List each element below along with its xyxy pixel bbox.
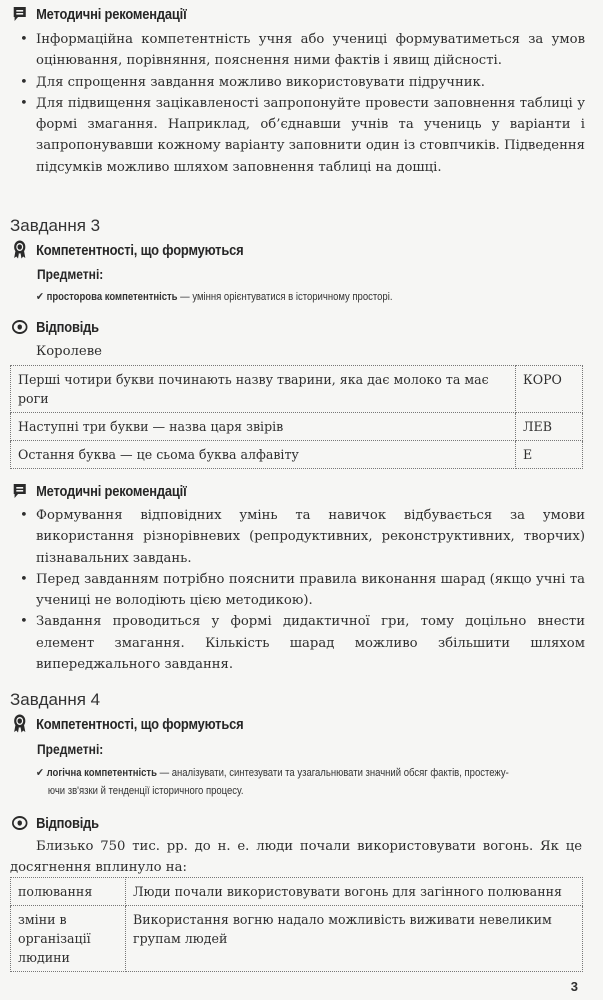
recommendations-list-1: [20, 29, 585, 178]
speech-bubble-icon: [12, 5, 27, 23]
eye-icon: [12, 814, 27, 832]
table-cell: Перші чотири букви починають назву тварини, яка дає молоко та має роги: [11, 366, 516, 413]
list-item: • Інформаційна компетентність учня або учениці формуватиметься за умов оцінювання, порівняння, пояснення ними фактів і явищ дійсності.: [20, 29, 585, 72]
answer-intro: Близько 750 тис. рр. до н. е. люди почали використовувати вогонь. Як це досягнення вплинуло на:: [10, 839, 582, 875]
recommendations-heading-1: Методичні рекомендації: [12, 5, 187, 23]
task-3-title: Завдання 3: [10, 216, 101, 235]
charade-table: [10, 365, 583, 469]
table-cell: Використання вогню надало можливість виживати невеликим групам людей: [126, 906, 583, 972]
award-ribbon-icon: [12, 715, 27, 733]
table-row: [11, 413, 583, 441]
competency-item-3: ✔ просторова компетентність — уміння орієнтуватися в історичному просторі.: [36, 291, 393, 303]
competency-item-4: ✔ логічна компетентність — аналізувати, синтезувати та узагальнювати значний обсяг фактів, простежу- ючи зв'язки й тенденції історичного процесу.: [36, 767, 509, 797]
task-4-title: Завдання 4: [10, 690, 101, 709]
recommendations-heading-3: Методичні рекомендації: [12, 482, 187, 500]
list-item: • Для підвищення зацікавленості запропонуйте провести заповнення таблиці у формі змагання. Наприклад, об’єднавши учнів та учениць у варіанти і запропонувавши кожному варіанту заповнити один із стовпчиків. Підведення підсумків можливо шляхом заповнення таблиці на дошці.: [20, 93, 585, 178]
answer-word: Королеве: [36, 344, 102, 359]
table-cell: ЛЕВ: [516, 413, 583, 441]
table-cell: Люди почали використовувати вогонь для загінного полювання: [126, 878, 583, 906]
table-cell: КОРО: [516, 366, 583, 413]
speech-bubble-icon: [12, 482, 27, 500]
subject-label-3: Предметні:: [37, 266, 104, 282]
answer-heading-4: Відповідь: [12, 814, 99, 832]
recommendations-list-3: [20, 505, 585, 675]
list-item: • Завдання проводиться у формі дидактичної гри, тому доцільно внести елемент змагання. Кількість шарад можливо збільшити шляхом випереджального завдання.: [20, 611, 585, 675]
checkmark-icon: ✔: [36, 767, 47, 779]
list-item: • Перед завданням потрібно пояснити правила виконання шарад (якщо учні та учениці не володіють цією методикою).: [20, 569, 585, 612]
fire-impact-table: [10, 877, 583, 972]
table-row: [11, 906, 583, 972]
table-cell: полювання: [11, 878, 126, 906]
table-row: [11, 878, 583, 906]
award-ribbon-icon: [12, 241, 27, 259]
list-item: • Для спрощення завдання можливо використовувати підручник.: [20, 72, 585, 93]
subject-label-4: Предметні:: [37, 741, 104, 757]
competencies-heading-3: Компетентності, що формуються: [12, 241, 243, 259]
answer-heading-3: Відповідь: [12, 318, 99, 336]
table-cell: зміни в організації людини: [11, 906, 126, 972]
competencies-heading-4: Компетентності, що формуються: [12, 715, 243, 733]
table-cell: Остання буква — це сьома буква алфавіту: [11, 441, 516, 469]
table-row: [11, 366, 583, 413]
eye-icon: [12, 318, 27, 336]
table-row: [11, 441, 583, 469]
checkmark-icon: ✔: [36, 291, 47, 303]
table-cell: Наступні три букви — назва царя звірів: [11, 413, 516, 441]
table-cell: Е: [516, 441, 583, 469]
list-item: • Формування відповідних умінь та навичок відбувається за умови використання різнорівневих (репродуктивних, реконструктивних, творчих) пізнавальних завдань.: [20, 505, 585, 569]
page-number: 3: [570, 979, 578, 994]
